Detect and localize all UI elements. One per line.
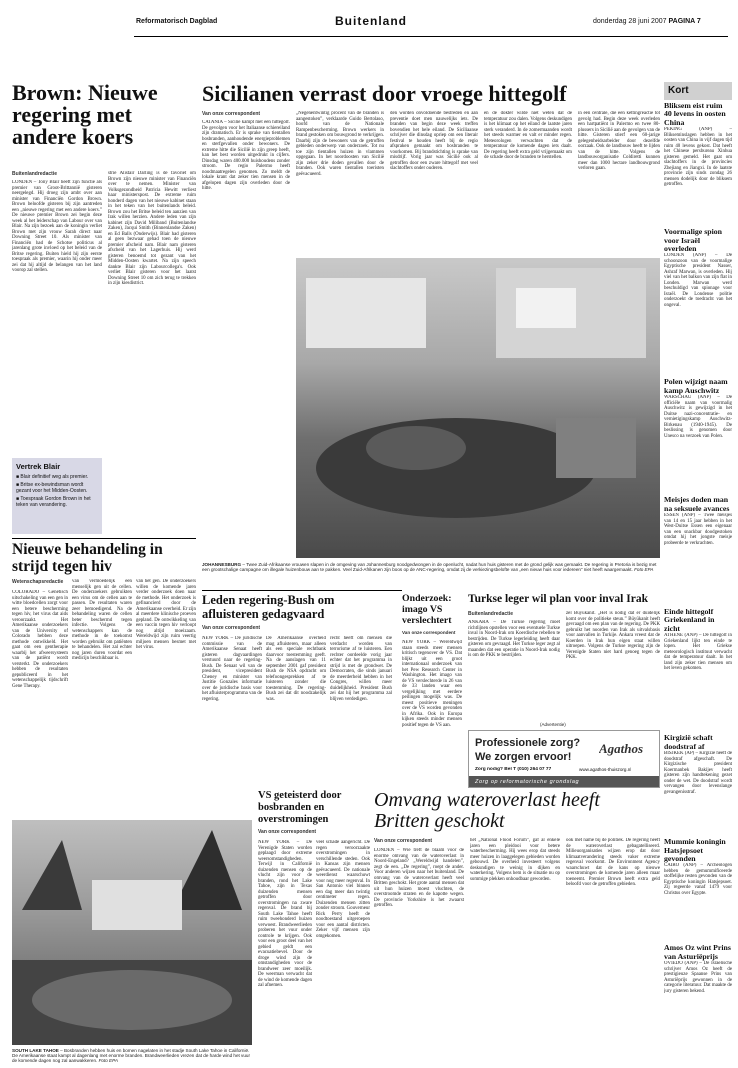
date-text: donderdag 28 juni 2007	[593, 18, 667, 25]
photo-credit: Foto EPA	[634, 567, 654, 573]
page-label: PAGINA 7	[668, 18, 701, 25]
kort-header	[664, 82, 732, 100]
kort-item-title: Amos Oz wint Prins van Asturiëprijs	[664, 943, 731, 961]
brown-col1: LONDEN – Tony Blair heeft zijn functie als premier van Groot-Brittannië gisteren neergelegd. Hij droeg zijn ambt over aan minister van Financiën Gordon Brown. Brown beloofde gisteren bij zijn aantreden een „nieuwe regering met een andere koers.” De nieuwe premier Brown zei begin deze week al het leiderschap van Labour over van Blair. Na zijn bezoek aan de koningin verliet Brown met zijn vrouw Sarah direct naar Downing Street 10. Als minister van Financiën had de Schotse politicus al jarenlang grote invloed op het beleid van de Britse regering. Buiten hield hij zijn eerste toespraak als premier, waarin hij onder meer zei dat hij altijd de belangen van het land voorop zal stellen.	[12, 180, 102, 273]
photo-building	[306, 278, 426, 348]
kort-item-text: BISJKEK (AP) – Kirgizië heeft de doodstraf afgeschaft. De Kirgizische president Koermanbek Bakijev heeft gisteren zijn handtekening gezet onder de wet. De doodstraf wordt vervangen door levenslange gevangenisstraf.	[664, 751, 732, 795]
kort-item-text: CAIRO (ANP) – Archeologen hebben de gemummificeerde stoffelijke resten gevonden van de Egyptische koningin Hatsjepsoet. Zij regeerde vanaf 1479 voor Christus over Egypte.	[664, 863, 732, 896]
photo-house	[92, 880, 182, 930]
vertrek-blair-box	[12, 458, 102, 534]
turkije-col1: ANKARA – De Turkse regering moet richtlijnen opstellen voor een eventuele Turkse inval in Noord-Irak om Koerdische rebellen te bestrijden. De Turkse legerleiding heeft daar gisteren om gevraagd. Het Turkse leger zegt al maanden dat een operatie in Noord-Irak nodig is om de PKK te bestrijden.	[468, 620, 560, 658]
kort-item-title: Voormalige spion voor Israël overleden	[664, 227, 722, 254]
imago-text: NEW YORK – Wereldwijd staan steeds meer mensen kritisch tegenover de VS. Dat blijkt uit een groot internationaal onderzoek van het Pew Research Center in Washington. Het imago van de VS verslechterde in 26 van de 33 landen waar een vergelijking met eerdere peilingen mogelijk was. De meest positieve meningen over de VS worden gevonden in Afrika. Ook in Europa kijken steeds minder mensen positief tegen de VS aan.	[402, 640, 462, 728]
bosbranden-col2: veel schade aangericht. De regen veroorzaakte overstromingen in verschillende steden. Ook in Kansas zijn mensen geëvacueerd. De nationale weerdienst waarschuwt voor nog meer regenval. In San Antonio viel binnen een dag meer dan twintig centimeter regen. Duizenden mensen zitten zonder stroom. Gouverneur Rick Perry heeft de noodtoestand uitgeroepen voor een aantal districten. Zeker vijf mensen zijn omgekomen.	[316, 840, 370, 939]
kort-item	[664, 734, 732, 833]
photo-tree	[172, 830, 242, 910]
sicilie-col3: den worden onvoldoende bestreden en aan preventie doet men nauwelijks iets. De branden van begin deze week treffen bovendien het hele eiland. De Siciliaanse schrijver die dinsdag opriep om een literair festival te houden heeft bij de regio afspraken gemaakt om bosbranden te voorkomen. Bij brandstichting is sprake van misdrijf. Vorig jaar was Sicilië ook al getroffen door een zware hittegolf met veel slachtoffers onder ouderen.	[390, 111, 478, 171]
kort-item-text: OVIEDO (ANP) – De Israëlische schrijver Amos Oz heeft de prestigieuze Spaanse Prins van Asturiëprijs gewonnen in de categorie literatuur. Dat maakte de jury gisteren bekend.	[664, 961, 732, 994]
photo-blanket	[366, 426, 466, 470]
ad-footer: Zorg op reformatorische grondslag	[469, 776, 659, 788]
bush-byline: Van onze correspondent	[202, 625, 261, 631]
caption-label: SOUTH LAKE TAHOE	[12, 1048, 59, 1053]
sicilie-col4: en de dokter wilde niet weten dat de temperatuur zou dalen. Volgens deskundigen is het klimaat op het eiland de laatste jaren sterk veranderd. In de zomermaanden wordt het steeds warmer en valt er minder regen. Meteorologen verwachten dat de temperatuur de komende dagen iets daalt. De regering heeft extra geld vrijgemaakt om de schade door de branden te herstellen.	[484, 111, 572, 160]
bush-headline: Leden regering-Bush om afluisteren gedagvaard	[202, 593, 335, 621]
imago-byline: Van onze correspondent	[402, 630, 456, 635]
hiv-byline: Wetenschapsredactie	[12, 579, 64, 585]
brown-col2: strie Alistair Darling is de favoriet om Brown zijn nieuwe minister van Financiën over te nemen. Minister van Volksgezondheid Patricia Hewitt verliest haar ministerspost. De extreme ruim honderd dagen van het nieuwe kabinet staan in het teken van het buitenlands beleid. Brown zou het Britse beleid ten aanzien van Irak willen herzien. Andere leden van zijn kabinet zijn David Miliband (Buitenlandse Zaken), Jacqui Smith (Binnenlandse Zaken) en Ed Balls (Onderwijs). Blair had gisteren al geen bezwaar gehad toen de nieuwe premier afscheid nam. Blair nam gisteren afscheid van het Lagerhuis. Hij werd gisteren benoemd tot gezant van het Midden-Oosten kwartet. Na zijn speech dankte Blair zijn Labourcollega's. Ook verliet Blair gisteren voor het laatst Downing Street 10 om zich terug te trekken in zijn kiesdistrict.	[108, 171, 196, 286]
hiv-col1: COLORADO – Genetisch uitschakeling van een gen in witte bloedcellen zorgt voor een betere bescherming tegen hiv, het virus dat aids veroorzaakt. Het Amerikaanse onderzoekers van de University of Colorado hebben deze methode ontwikkeld. Het gaat om een gentherapie waarbij het afweersysteem van de patiënt wordt versterkt. De onderzoekers hebben de resultaten gepubliceerd in het wetenschappelijk tijdschrift Gene Therapy.	[12, 590, 68, 689]
kort-item	[664, 944, 732, 1041]
caption-text: – Twee Zuid-Afrikaanse vrouwen slapen in de omgeving van Johannesburg noodgedwongen in de openlucht, nadat hun huis gisteren met de grond gelijk was gemaakt. De regering in Pretoria is bezig met een grootschalige campagne om illegale huizenbouw aan te pakken. Veel Zuid-Afrikanen zijn boos op de ANC-regering, omdat zij de verkiezingsbelofte van „een nieuw huis voor iedereen” niet heeft waargemaakt.	[202, 562, 657, 573]
kort-item	[664, 838, 732, 939]
turkije-headline: Turkse leger wil plan voor inval Irak	[468, 593, 648, 605]
hiv-col2: van vermoedelijk een menselijk gen uit de cellen. De onderzoekers gebruikten een virus om de cellen aan te passen. De resultaten waren zeer bemoedigend. Na de behandeling waren de cellen beter beschermd tegen infectie. Volgens de wetenschappers kan de methode in de toekomst worden gebruikt om patiënten te behandelen. Het zal echter nog jaren duren voordat een medicijn beschikbaar is.	[72, 579, 132, 661]
bush-col2: De Amerikaanse overheid mag afluisteren, maar alleen als een speciale rechtbank daarvoor toestemming geeft. Na de aanslagen van 11 september 2001 gaf president Bush de NSA opdracht om telefoongesprekken af te luisteren zonder die toestemming. De regering-Bush zei dat dit noodzakelijk was.	[266, 636, 326, 702]
kort-item-text: LONDEN (ANP) – De schoonzoon van de voormalige Egyptische president Nasser, Ashraf Marwan, is overleden. Hij viel van het balkon van zijn flat in Londen. Marwan werd beschuldigd van spionage voor Israël. De Londense politie onderzoekt de toedracht van het ongeval.	[664, 253, 732, 308]
bosbranden-headline: VS geteisterd door bosbranden en overstromingen	[258, 790, 342, 825]
kort-item-text: PEKING (ANP) – Blikseminslagen hebben in het oosten van China in vijf dagen tijd ruim 40 levens gekost. Dat heeft het Chinese persbureau Xinhua gisteren gemeld. Het gaat om slachtoffers in de provincies Zhejiang en Jiangxi. In de laatste provincie zijn sinds zondag 26 mensen dodelijk door de bliksem getroffen.	[664, 127, 732, 188]
sicilie-col2: „Negenentwintig procent van de branden is aangestoken”, verklaarde Guido Bertolaso, hoofd van de Nationale Rampenbescherming. Brown werkers in brand gestoken om bouwgrond te verkrijgen. Daarbij zijn de bewoners van de getroffen gebieden onderwerp van onderzoek. Tot nu toe zijn tientallen huizen in vlammen opgegaan. In het noordoosten van Sicilië zijn zeker drie doden gevallen door de branden. Ook waren tientallen toeristen geëvacueerd.	[296, 111, 384, 177]
sicilie-col5: in één centrale, die een kettingreactie tot gevolg had. Begin deze week overleden een hartpatiënt in Palermo en twee 80-plussers in Sicilië aan de gevolgen van de hitte. Gisteren stierf een 60-jarige gelegenheidsarbeider door dezelfde oorzaak. Ook de landbouw heeft te lijden van de hitte. Volgens de landbouworganisatie Coldiretti kunnen meer dan 1000 hectare landbouwgrond verloren gaan.	[578, 111, 660, 171]
header-rule	[134, 36, 728, 37]
box-item-text: Blair definitief weg als premier.	[20, 474, 89, 480]
kort-item-text: ATHENE (ANP) – De hittegolf in Griekenland lijkt ten einde te lopen. Het Griekse meteorologisch instituut verwacht dat de temperatuur daalt. In het land zijn zeker tien mensen om het leven gekomen.	[664, 633, 732, 672]
ad-web[interactable]: www.agathos-thuiszorg.nl	[579, 767, 632, 772]
photo-bag	[556, 418, 636, 478]
kort-item-title: Kirgizië schaft doodstraf af	[664, 733, 713, 751]
bush-col3: recht heeft om mensen die verdacht worden van terrorisme af te luisteren. Een rechter oordeelde vorig jaar echter dat het programma in strijd is met de grondwet. De Democraten, die sinds januari de meerderheid hebben in het Congres, willen meer duidelijkheid. President Bush zei dat hij het programma zal blijven verdedigen.	[330, 636, 392, 702]
photo-illustration	[296, 258, 660, 558]
bush-col1: NEW YORK – De juridische commissie van de Amerikaanse Senaat heeft gisteren dagvaardingen verstuurd naar de regering-Bush. De Senaat wil van de president, vicepresident Cheney en minister van Justitie Gonzales informatie over de juridische basis voor het afluisterprogramma van de regering.	[202, 636, 262, 702]
bosbranden-col1: NEW YORK – De Verenigde Staten worden geplaagd door extreme weersomstandigheden. Terwijl in Californië duizenden mensen op de vlucht zijn voor de branden, rond het Lake Tahoe, zijn in Texas duizenden mensen getroffen door overstromingen na zware regenval. De brand bij South Lake Tahoe heeft ruim tweehonderd huizen verwoest. Brandweerlieden proberen het vuur onder controle te krijgen. Ook voor een groot deel van het gebied geldt een evacuatiebevel. Door de droge wind zijn de omstandigheden voor de brandweer zeer moeilijk. De weerman verwacht dat de wind de komende dagen zal afnemen.	[258, 840, 312, 988]
kort-item-text: WARSCHAU (ANP) – De officiële naam van voormalig Auschwitz is gewijzigd in het Duitse nazi-concentratie- en vernietigingskamp Auschwitz-Birkenau (1940-1945). De beslissing is genomen door Unesco na verzoek van Polen.	[664, 395, 732, 439]
hiv-col3: van het gen. De onderzoekers willen de komende jaren verder onderzoek doen naar de methode. Het onderzoek is gefinancierd door de Amerikaanse overheid. Er zijn al meerdere klinische proeven gepland. De ontwikkeling van een vaccin tegen hiv verloopt nog altijd moeizaam. Wereldwijd zijn ruim veertig miljoen mensen besmet met het virus.	[136, 579, 196, 650]
kort-item	[664, 496, 732, 603]
bosbranden-byline: Van onze correspondent	[258, 829, 317, 835]
caption-text: – Bosbranden hebben huis en bomen nagelaten in het stadje South Lake Tahoe in Californië. De Amerikaanse staat kampt al dagenlang met enorme branden. Brandweerlieden vrezen dat de harde wind het vuur de komende dagen nog zal aanwakkeren.	[12, 1048, 250, 1064]
wateroverlast-col3: ook met name bij de politiek. De regering heeft de wateroverlast gebagatelliseerd. Milieuorganisaties wijzen erop dat door klimaatverandering steeds vaker extreme regenval voorkomt. De Environment Agency waarschuwt dat de kans op nieuwe overstromingen de komende jaren alleen maar toeneemt. Premier Brown heeft extra geld beloofd voor de getroffen gebieden.	[566, 838, 660, 887]
kort-item-title: Mummie koningin Hatsjepsoet gevonden	[664, 837, 726, 863]
kort-item-text: ESSEN (ANP) – Twee meisjes van 14 en 15 jaar hebben in het West-Duitse Essen een eigenaar van een snackbar doodgestoken omdat hij het jongste meisje probeerde te verkrachten.	[664, 513, 732, 546]
kort-item-title: Meisjes doden man na seksuele avances	[664, 495, 730, 513]
kort-column	[664, 102, 732, 1062]
wateroverlast-headline: Omvang wateroverlast heeft Britten geschokt	[374, 790, 600, 832]
divider	[12, 538, 196, 539]
caption-label: JOHANNESBURG	[202, 562, 242, 567]
kort-item-title: Bliksem eist ruim 40 levens in oosten China	[664, 102, 726, 127]
turkije-col2: zel Büyükanit. „Het is nodig dat er duidelijk komt over de politieke steun.” Büyükanit heeft gevraagd om een plan van de regering. De PKK gebruikt het noorden van Irak als uitvalsbasis voor aanvallen in Turkije. Ankara vreest dat de Koerden in Irak hun eigen staat willen uitroepen. Volgens de Turkse regering zijn de Verenigde Staten niet hard genoeg tegen de PKK.	[566, 611, 660, 660]
kort-item	[664, 102, 732, 223]
box-item: ■ Blair definitief weg als premier.	[16, 474, 89, 480]
kort-item-title: Einde hittegolf Griekenland in zicht	[664, 607, 715, 633]
wateroverlast-col2: het „National Flood Forum”, gaf al enkele jaren een pleidooi voor betere waterbescherming. Hij wees erop dat steeds meer huizen in laaggelegen gebieden worden gebouwd. De overheid investeert volgens deskundigen te weinig in dijken en waterkering. Volgens hem is de situatie nu op sommige plekken onhoudbaar geworden.	[470, 838, 560, 882]
wateroverlast-col1: LONDEN – Wie treft de blaam voor de enorme omvang van de wateroverlast in Noord-Engeland? „Wereldwijd handelen”, zegt de een. „De regering”, roept de ander. Voor anderen wijzen naar het buitenland. De omvang van de wateroverlast heeft veel Britten geschokt. Het grote aantal mensen dat uit hun huizen moest vluchten, de overstroomde straten en de kapotte wegen. De provincie Yorkshire is het zwaarst getroffen.	[374, 848, 464, 908]
photo-tree	[22, 840, 82, 910]
divider	[202, 590, 402, 591]
photo-people	[316, 418, 596, 518]
box-title: Vertrek Blair	[16, 462, 61, 471]
kort-item	[664, 608, 732, 729]
box-item-text: Toespraak Gordon Brown in het teken van verandering.	[16, 496, 91, 508]
paper-name: Reformatorisch Dagblad	[136, 18, 218, 25]
lake-tahoe-photo	[12, 820, 252, 1045]
ad-slogan2: We zorgen ervoor!	[475, 751, 572, 763]
sicilie-byline: Van onze correspondent	[202, 111, 261, 117]
wateroverlast-byline: Van onze correspondent	[374, 838, 433, 844]
kort-item	[664, 378, 732, 491]
ad-phone: Zorg nodig? Bel T (010) 264 07 77	[475, 767, 552, 772]
photo-credit: Foto EPA	[98, 1058, 118, 1064]
box-item: ■ Britse ex-bewindsman wordt gezant voor het Midden-Oosten.	[16, 482, 88, 494]
brown-byline: Buitenlandredactie	[12, 171, 58, 177]
photo-window	[516, 288, 576, 328]
box-item-text: Britse ex-bewindsman wordt gezant voor het Midden-Oosten.	[16, 482, 88, 494]
imago-headline: Onderzoek: imago VS verslechtert	[402, 593, 452, 626]
johannesburg-photo	[296, 258, 660, 558]
box-item: ■ Toespraak Gordon Brown in het teken van verandering.	[16, 496, 91, 508]
section-title: Buitenland	[335, 14, 407, 28]
ad-slogan1: Professionele zorg?	[475, 737, 581, 749]
box-list	[12, 474, 102, 508]
ad-brand: Agathos	[599, 741, 644, 756]
sicilie-col1: CATANIA – Sicilië kampt met een hittegolf. De gevolgen voor het Italiaanse schiereiland zijn dramatisch. Er is sprake van tientallen bosbranden, aanhoudende energieproblemen en sterfgevallen onder bewoners. De extreme hitte die Sicilië in zijn greep heeft, kan het best worden uitgedrukt in cijfers. Dinsdag waren 400.000 huishoudens zonder stroom. De regio Palermo heeft noodmaatregelen genomen. Zo meldt de lokale krant dat zeker tien mensen in de afgelopen dagen zijn overleden door de hitte.	[202, 120, 290, 191]
photo-illustration	[12, 820, 252, 1045]
turkije-byline: Buitenlandredactie	[468, 611, 514, 617]
kort-item	[664, 228, 732, 373]
photo-debris	[32, 970, 232, 1030]
hiv-headline: Nieuwe behandeling in strijd tegen hiv	[12, 541, 163, 575]
ad-label: (Advertentie)	[540, 722, 566, 727]
tahoe-caption	[12, 1048, 252, 1066]
agathos-ad[interactable]	[468, 730, 660, 788]
johannesburg-caption	[202, 562, 660, 584]
page-header	[0, 0, 738, 40]
kort-label: Kort	[668, 85, 689, 96]
page-date	[593, 18, 701, 25]
sicilie-headline: Sicilianen verrast door vroege hittegolf	[202, 82, 567, 106]
brown-headline: Brown: Nieuwe regering met andere koers	[12, 82, 158, 148]
kort-item-title: Polen wijzigt naam kamp Auschwitz	[664, 377, 728, 395]
